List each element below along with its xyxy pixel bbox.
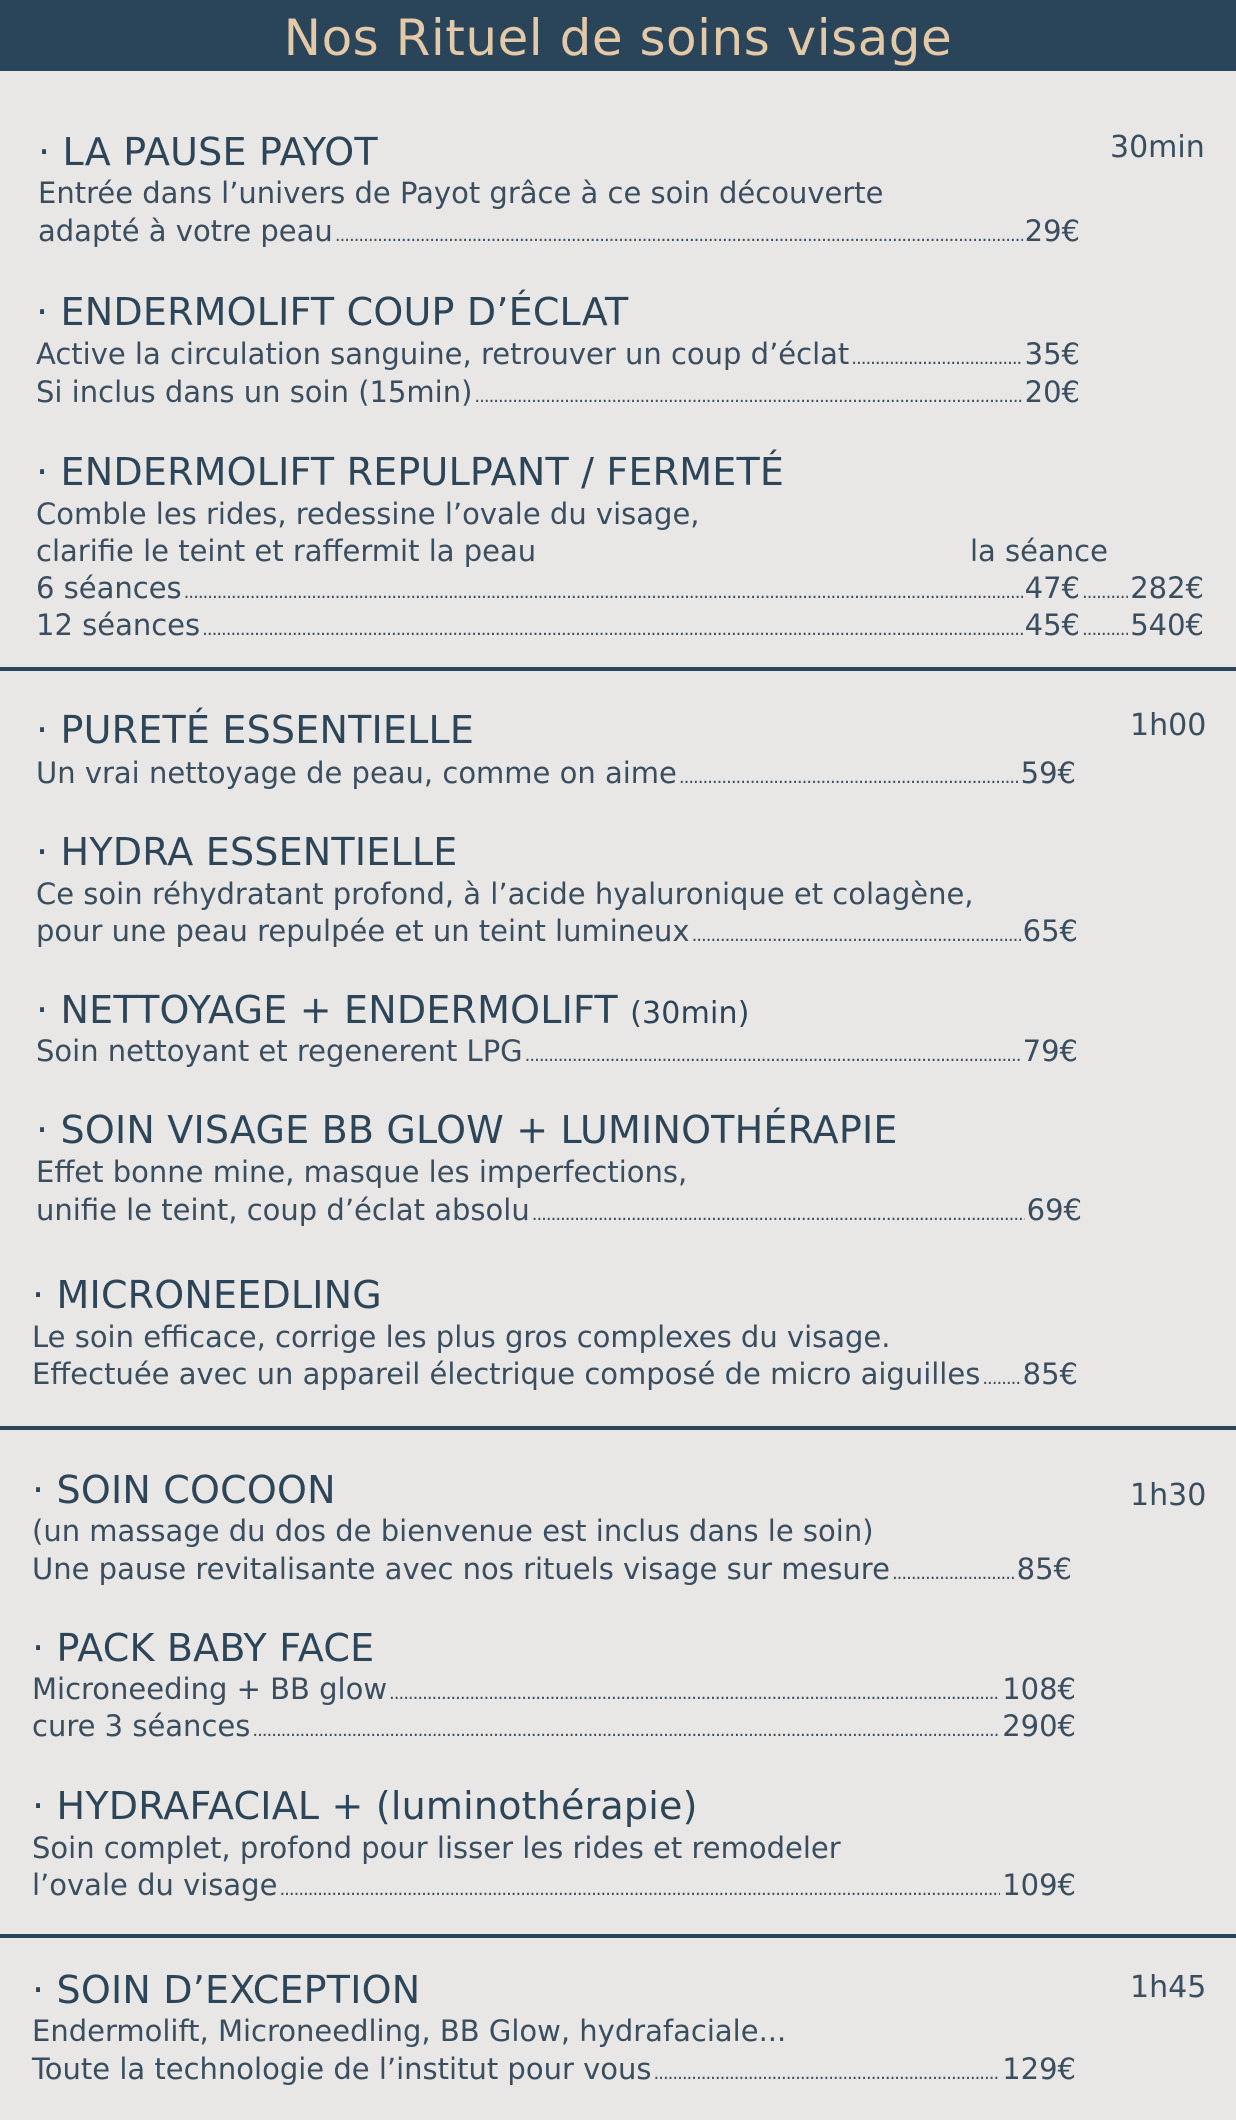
item-description: Le soin efficace, corrige les plus gros complexes du visage. (32, 1320, 891, 1354)
price-value: 29€ (1024, 214, 1080, 248)
price-row-total (1080, 571, 1204, 605)
item-title: · MICRONEEDLING (32, 1273, 382, 1317)
page-title: Nos Rituel de soins visage (283, 8, 953, 67)
price-row-label: l’ovale du visage (32, 1868, 278, 1902)
item-description: Endermolift, Microneedling, BB Glow, hydrafaciale... (32, 2014, 787, 2048)
price-row (36, 914, 1078, 948)
price-row (36, 375, 1080, 409)
price-value: 79€ (1022, 1034, 1078, 1068)
price-row-total (1080, 608, 1204, 642)
price-total: 282€ (1130, 571, 1204, 605)
item-title: · HYDRA ESSENTIELLE (36, 830, 458, 874)
price-value: 109€ (1002, 1868, 1076, 1902)
price-value: 129€ (1002, 2052, 1076, 2086)
item-title: · SOIN D’EXCEPTION (32, 1968, 421, 2012)
price-row-label: 12 séances (36, 608, 201, 642)
session-label: la séance (970, 534, 1108, 568)
section-divider (0, 1426, 1236, 1430)
price-value: 108€ (1002, 1672, 1076, 1706)
item-title: · PURETÉ ESSENTIELLE (36, 708, 475, 752)
price-row (36, 337, 1080, 371)
price-row-label: Si inclus dans un soin (15min) (36, 375, 473, 409)
price-row-label: unifie le teint, coup d’éclat absolu (36, 1193, 530, 1227)
item-description: Ce soin réhydratant profond, à l’acide hyaluronique et colagène, (36, 877, 974, 911)
price-row-label: Un vrai nettoyage de peau, comme on aime (36, 756, 677, 790)
section-divider (0, 667, 1236, 671)
price-row (32, 1357, 1078, 1391)
item-title-text: · NETTOYAGE + ENDERMOLIFT (36, 988, 618, 1032)
price-value: 47€ (1024, 571, 1080, 605)
item-title: · LA PAUSE PAYOT (38, 130, 378, 174)
price-row-label: Toute la technologie de l’institut pour vous (32, 2052, 652, 2086)
price-row (32, 2052, 1076, 2086)
price-value: 59€ (1020, 756, 1076, 790)
price-row-label: pour une peau repulpée et un teint lumineux (36, 914, 690, 948)
price-row-label: Effectuée avec un appareil électrique composé de micro aiguilles (32, 1357, 981, 1391)
item-title: · PACK BABY FACE (32, 1626, 375, 1670)
item-title: · SOIN VISAGE BB GLOW + LUMINOTHÉRAPIE (36, 1108, 898, 1152)
price-value: 290€ (1002, 1709, 1076, 1743)
price-value: 65€ (1022, 914, 1078, 948)
price-value: 85€ (1022, 1357, 1078, 1391)
section-duration: 1h00 (1130, 708, 1207, 743)
section-divider (0, 1934, 1236, 1938)
item-description: (un massage du dos de bienvenue est inclus dans le soin) (32, 1514, 874, 1548)
price-row (32, 1868, 1076, 1902)
item-description: clarifie le teint et raffermit la peau (36, 534, 537, 568)
price-value: 45€ (1024, 608, 1080, 642)
item-description: Entrée dans l’univers de Payot grâce à ce soin découverte (38, 176, 884, 210)
item-title-suffix: (30min) (630, 996, 750, 1031)
price-value: 69€ (1026, 1193, 1082, 1227)
item-title: · SOIN COCOON (32, 1468, 336, 1512)
section-duration: 1h45 (1130, 1970, 1207, 2005)
item-title: · ENDERMOLIFT REPULPANT / FERMETÉ (36, 450, 785, 494)
item-title: · HYDRAFACIAL + (luminothérapie) (32, 1784, 698, 1828)
price-row (38, 214, 1080, 248)
item-description: Comble les rides, redessine l’ovale du visage, (36, 497, 700, 531)
item-description: Effet bonne mine, masque les imperfections, (36, 1155, 688, 1189)
price-value: 35€ (1024, 337, 1080, 371)
price-row-label: Microneeding + BB glow (32, 1672, 388, 1706)
price-row-label: adapté à votre peau (38, 214, 333, 248)
price-value: 85€ (1016, 1552, 1072, 1586)
price-row (36, 1193, 1082, 1227)
price-row-label: Soin nettoyant et regenerent LPG (36, 1034, 523, 1068)
price-row (36, 1034, 1078, 1068)
price-row (36, 571, 1080, 605)
price-row (36, 608, 1080, 642)
section-duration: 1h30 (1130, 1478, 1207, 1513)
section-duration: 30min (1110, 130, 1205, 165)
price-row-label: Une pause revitalisante avec nos rituels visage sur mesure (32, 1552, 890, 1586)
price-row (32, 1709, 1076, 1743)
price-row-label: Active la circulation sanguine, retrouver un coup d’éclat (36, 337, 850, 371)
price-row (32, 1672, 1076, 1706)
item-title: · ENDERMOLIFT COUP D’ÉCLAT (36, 290, 629, 334)
price-total: 540€ (1130, 608, 1204, 642)
price-row-label: 6 séances (36, 571, 182, 605)
price-row (32, 1552, 1072, 1586)
price-row (36, 756, 1076, 790)
item-description: Soin complet, profond pour lisser les rides et remodeler (32, 1831, 841, 1865)
price-value: 20€ (1024, 375, 1080, 409)
price-row-label: cure 3 séances (32, 1709, 251, 1743)
item-title (36, 988, 750, 1032)
page-header (0, 0, 1236, 71)
